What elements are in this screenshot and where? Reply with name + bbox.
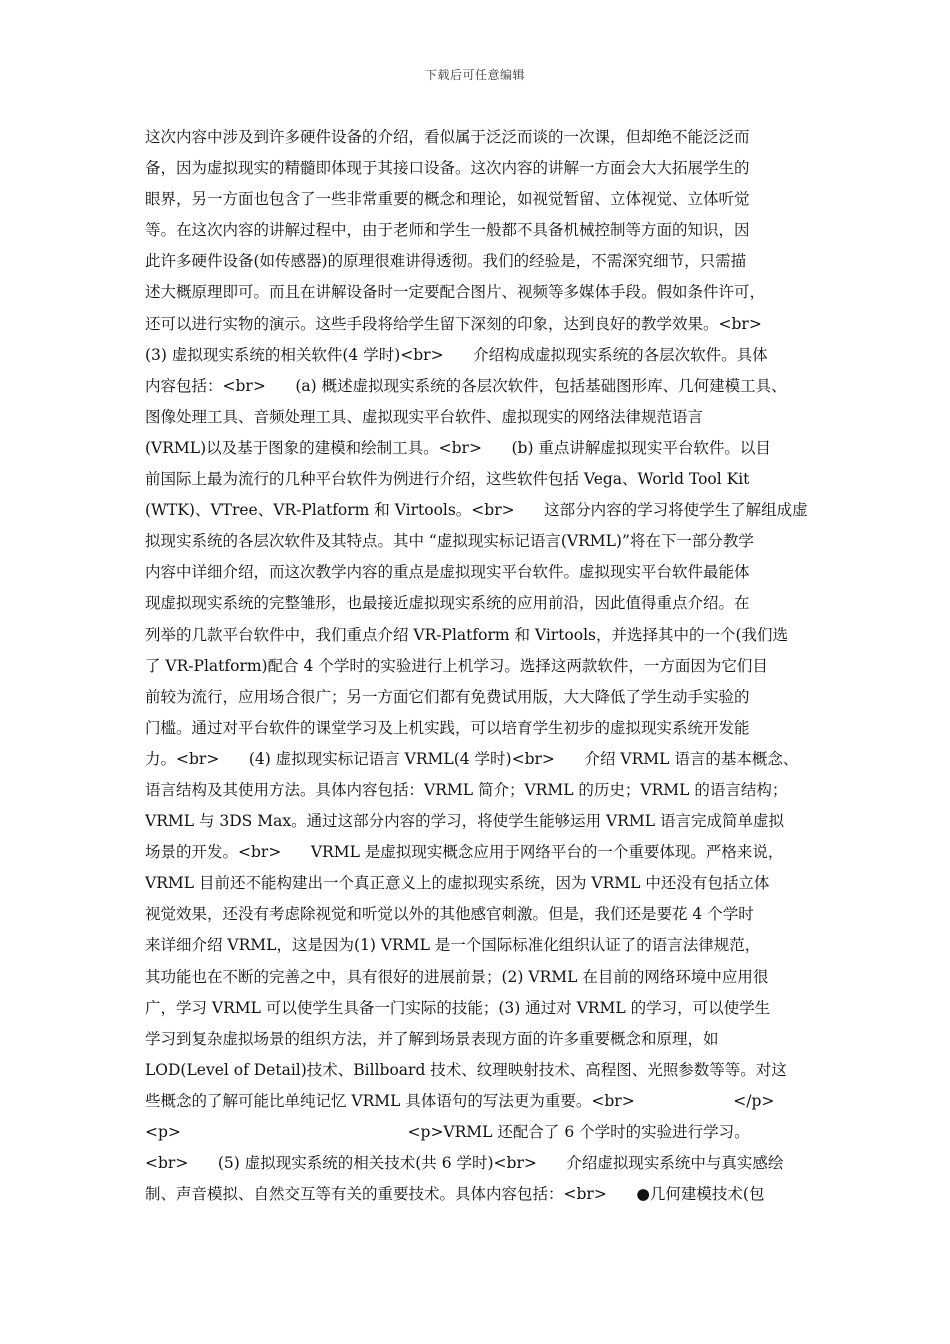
- text-line: 此许多硬件设备(如传感器)的原理很难讲得透彻。我们的经验是，不需深究细节，只需描: [145, 252, 747, 271]
- page-header: 下载后可任意编辑: [424, 68, 525, 82]
- text-line: <br> (5) 虚拟现实系统的相关技术(共 6 学时)<br> 介绍虚拟现实系统中与真实感绘: [145, 1154, 784, 1173]
- text-line: 广，学习 VRML 可以使学生具备一门实际的技能；(3) 通过对 VRML 的学习，可以使学生: [145, 998, 771, 1017]
- text-line: 眼界，另一方面也包含了一些非常重要的概念和理论，如视觉暂留、立体视觉、立体听觉: [145, 190, 750, 209]
- text-line: 其功能也在不断的完善之中，具有很好的进展前景；(2) VRML 在目前的网络环境中应用很: [145, 967, 769, 986]
- text-line: 来详细介绍 VRML，这是因为(1) VRML 是一个国际标准化组织认证了的语言法律规范，: [145, 936, 761, 955]
- text-line: 还可以进行实物的演示。这些手段将给学生留下深刻的印象，达到良好的教学效果。<br>: [145, 314, 762, 333]
- text-line: 备，因为虚拟现实的精髓即体现于其接口设备。这次内容的讲解一方面会大大拓展学生的: [145, 159, 750, 178]
- text-line: 学习到复杂虚拟场景的组织方法，并了解到场景表现方面的许多重要概念和原理，如: [145, 1029, 719, 1048]
- text-line: 了 VR-Platform)配合 4 个学时的实验进行上机学习。选择这两款软件，一方面因为它们目: [145, 656, 768, 675]
- text-line: LOD(Level of Detail)技术、Billboard 技术、纹理映射技术、高程图、光照参数等等。对这: [145, 1060, 787, 1079]
- text-line: 现虚拟现实系统的完整雏形，也最接近虚拟现实系统的应用前沿，因此值得重点介绍。在: [145, 594, 750, 613]
- text-line: (VRML)以及基于图象的建模和绘制工具。<br> (b) 重点讲解虚拟现实平台软件。以目: [145, 438, 771, 457]
- text-line: 制、声音模拟、自然交互等有关的重要技术。具体内容包括：<br> ●几何建模技术(包: [145, 1185, 765, 1204]
- text-line: 力。<br> (4) 虚拟现实标记语言 VRML(4 学时)<br> 介绍 VRML 语言的基本概念、: [145, 749, 799, 768]
- text-line: 场景的开发。<br> VRML 是虚拟现实概念应用于网络平台的一个重要体现。严格来说，: [145, 843, 784, 862]
- text-line: VRML 目前还不能构建出一个真正意义上的虚拟现实系统，因为 VRML 中还没有包括立体: [145, 874, 770, 893]
- text-line: 述大概原理即可。而且在讲解设备时一定要配合图片、视频等多媒体手段。假如条件许可，: [145, 283, 766, 302]
- document-body: [145, 122, 825, 1210]
- text-line: 等。在这次内容的讲解过程中，由于老师和学生一般都不具备机械控制等方面的知识，因: [145, 221, 750, 240]
- text-line: (WTK)、VTree、VR-Platform 和 Virtools。<br> 这部分内容的学习将使学生了解组成虚: [145, 501, 808, 520]
- text-line: 内容包括：<br> (a) 概述虚拟现实系统的各层次软件，包括基础图形库、几何建模工具、: [145, 376, 787, 395]
- text-line: 拟现实系统的各层次软件及其特点。其中 “虚拟现实标记语言(VRML)”将在下一部分教学: [145, 532, 754, 551]
- text-line: 视觉效果，还没有考虑除视觉和听觉以外的其他感官刺激。但是，我们还是要花 4 个学时: [145, 905, 754, 924]
- text-line: 前较为流行，应用场合很广；另一方面它们都有免费试用版，大大降低了学生动手实验的: [145, 687, 750, 706]
- text-line: 前国际上最为流行的几种平台软件为例进行介绍，这些软件包括 Vega、World Tool Kit: [145, 470, 750, 489]
- text-line: 列举的几款平台软件中，我们重点介绍 VR-Platform 和 Virtools，并选择其中的一个(我们选: [145, 625, 789, 644]
- text-line: 内容中详细介绍，而这次教学内容的重点是虚拟现实平台软件。虚拟现实平台软件最能体: [145, 563, 750, 582]
- text-line: 门槛。通过对平台软件的课堂学习及上机实践，可以培育学生初步的虚拟现实系统开发能: [145, 718, 750, 737]
- text-line: 语言结构及其使用方法。具体内容包括：VRML 简介；VRML 的历史；VRML 的语言结构；: [145, 780, 788, 799]
- text-line: <p> <p>VRML 还配合了 6 个学时的实验进行学习。: [145, 1123, 750, 1141]
- text-line: (3) 虚拟现实系统的相关软件(4 学时)<br> 介绍构成虚拟现实系统的各层次软件。具体: [145, 345, 768, 364]
- text-line: 图像处理工具、音频处理工具、虚拟现实平台软件、虚拟现实的网络法律规范语言: [145, 407, 704, 426]
- text-line: 些概念的了解可能比单纯记忆 VRML 具体语句的写法更为重要。<br> </p>: [145, 1091, 775, 1110]
- text-line: VRML 与 3DS Max。通过这部分内容的学习，将使学生能够运用 VRML 语言完成简单虚拟: [145, 812, 784, 831]
- text-line: 这次内容中涉及到许多硬件设备的介绍，看似属于泛泛而谈的一次课，但却绝不能泛泛而: [145, 128, 750, 146]
